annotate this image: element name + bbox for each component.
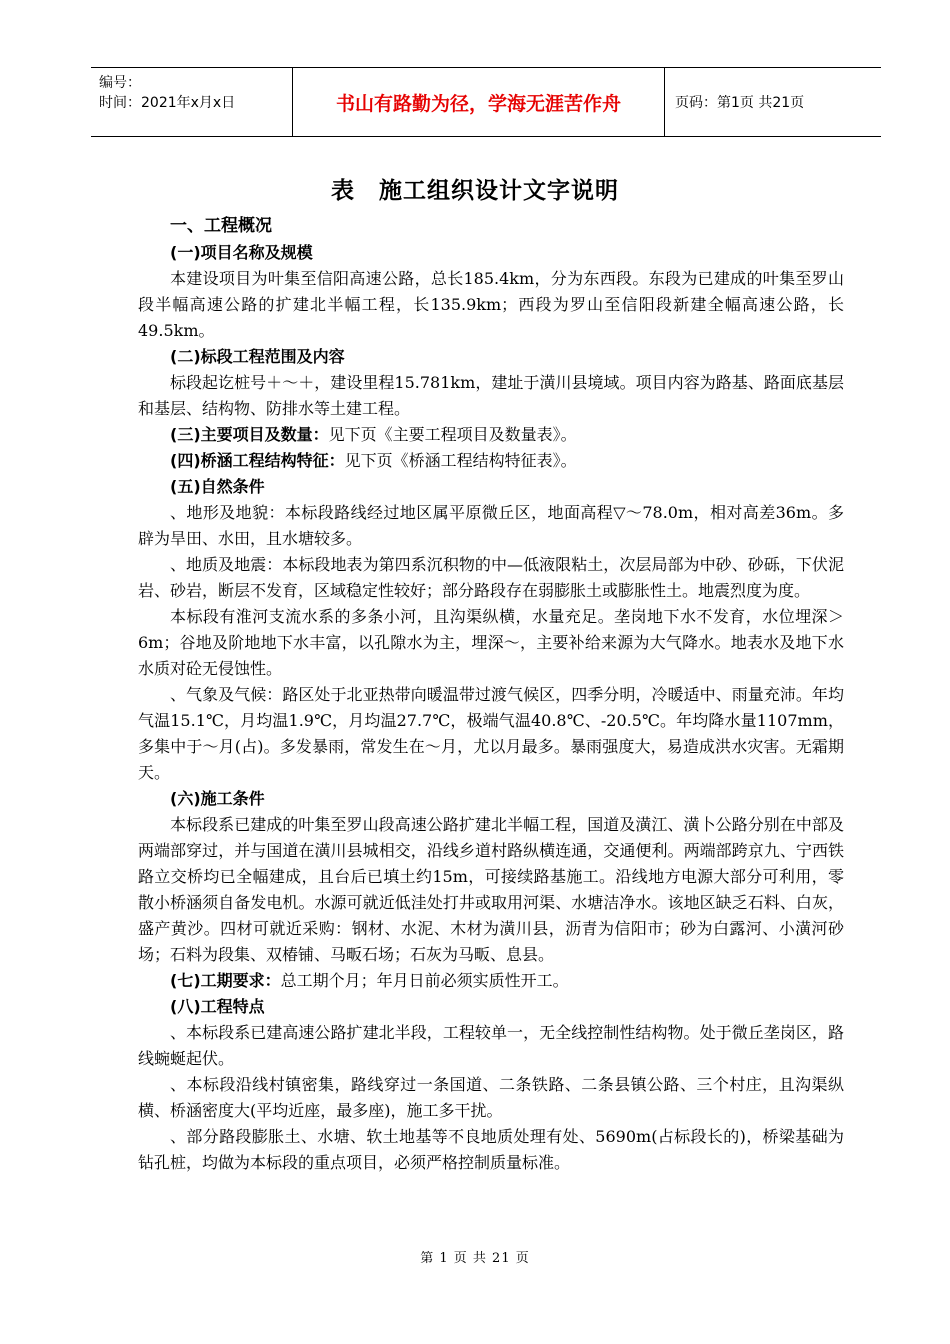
subsection-inline-text: 总工期个月；年月日前必须实质性开工。	[280, 971, 569, 990]
paragraph: 、气象及气候：路区处于北亚热带向暖温带过渡气候区，四季分明，冷暖适中、雨量充沛。年均气温15.1℃，月均温1.9℃，月均温27.7℃，极端气温40.8℃、-20.5℃。年均降水量1107mm，多集中于～月(占)。多发暴雨，常发生在～月，尤以月最多。暴雨强度大，易造成洪水灾害。无霜期天。	[138, 685, 844, 782]
subsection-inline-text: 见下页《桥涵工程结构特征表》。	[344, 451, 577, 470]
paragraph: 本标段有淮河支流水系的多条小河，且沟渠纵横，水量充足。垄岗地下水不发育，水位埋深＞6m；谷地及阶地地下水丰富，以孔隙水为主，埋深～，主要补给来源为大气降水。地表水及地下水水质对砼无侵蚀性。	[138, 607, 844, 678]
page-header	[91, 67, 881, 137]
paragraph: 本标段系已建成的叶集至罗山段高速公路扩建北半幅工程，国道及潢江、潢卜公路分别在中部及两端部穿过，并与国道在潢川县城相交，沿线乡道村路纵横连通，交通便利。两端部跨京九、宁西铁路立交桥均已全幅建成，且台后已填土约15m，可接续路基施工。沿线地方电源大部分可利用，零散小桥涵须自备发电机。水源可就近低洼处打井或取用河渠、水塘洁净水。该地区缺乏石料、白灰，盛产黄沙。四材可就近采购：钢材、水泥、木材为潢川县，沥青为信阳市；砂为白露河、小潢河砂场；石料为段集、双椿铺、马畈石场；石灰为马畈、息县。	[138, 815, 844, 964]
subsection-heading-text: (三)主要项目及数量：	[170, 425, 329, 444]
subsection-heading	[138, 968, 844, 994]
number-label: 编号：	[99, 75, 141, 91]
subsection-heading: (六)施工条件	[170, 789, 265, 808]
document-title: 表 施工组织设计文字说明	[331, 178, 619, 204]
paragraph: 、部分路段膨胀土、水塘、软土地基等不良地质处理有处、5690m(占标段长的)，桥梁基础为钻孔桩，均做为本标段的重点项目，必须严格控制质量标准。	[138, 1127, 844, 1172]
subsection-heading-text: (四)桥涵工程结构特征：	[170, 451, 345, 470]
header-page-info: 页码：第1页 共21页	[675, 95, 805, 111]
paragraph: 标段起讫桩号＋～＋，建设里程15.781km，建址于潢川县境域。项目内容为路基、路面底基层和基层、结构物、防排水等土建工程。	[138, 373, 844, 418]
header-meta	[91, 68, 293, 136]
paragraph: 本建设项目为叶集至信阳高速公路，总长185.4km，分为东西段。东段为已建成的叶集至罗山段半幅高速公路的扩建北半幅工程，长135.9km；西段为罗山至信阳段新建全幅高速公路，长49.5km。	[138, 269, 844, 340]
paragraph: 、地质及地震：本标段地表为第四系沉积物的中—低液限粘土，次层局部为中砂、砂砾，下伏泥岩、砂岩，断层不发育，区域稳定性较好；部分路段存在弱膨胀土或膨胀性土。地震烈度为度。	[138, 555, 844, 600]
subsection-inline-text: 见下页《主要工程项目及数量表》。	[328, 425, 577, 444]
subsection-heading: (五)自然条件	[170, 477, 265, 496]
subsection-heading: (八)工程特点	[170, 997, 265, 1016]
subsection-heading-text: (七)工期要求：	[170, 971, 281, 990]
paragraph: 、本标段沿线村镇密集，路线穿过一条国道、二条铁路、二条县镇公路、三个村庄，且沟渠纵横、桥涵密度大(平均近座，最多座)，施工多干扰。	[138, 1075, 844, 1120]
subsection-heading	[138, 422, 844, 448]
subsection-heading: (一)项目名称及规模	[170, 243, 313, 262]
subsection-heading: (二)标段工程范围及内容	[170, 347, 345, 366]
paragraph: 、本标段系已建高速公路扩建北半段，工程较单一，无全线控制性结构物。处于微丘垄岗区，路线蜿蜒起伏。	[138, 1023, 844, 1068]
page-footer: 第 1 页 共 21 页	[420, 1251, 530, 1266]
time-label: 时间：2021年x月x日	[99, 95, 236, 111]
paragraph: 、地形及地貌：本标段路线经过地区属平原微丘区，地面高程▽～78.0m，相对高差36m。多辟为旱田、水田，且水塘较多。	[138, 503, 844, 548]
header-slogan: 书山有路勤为径，学海无涯苦作舟	[293, 68, 665, 136]
section-heading: 一、工程概况	[170, 216, 272, 236]
document-body	[138, 212, 844, 1176]
subsection-heading	[138, 448, 844, 474]
